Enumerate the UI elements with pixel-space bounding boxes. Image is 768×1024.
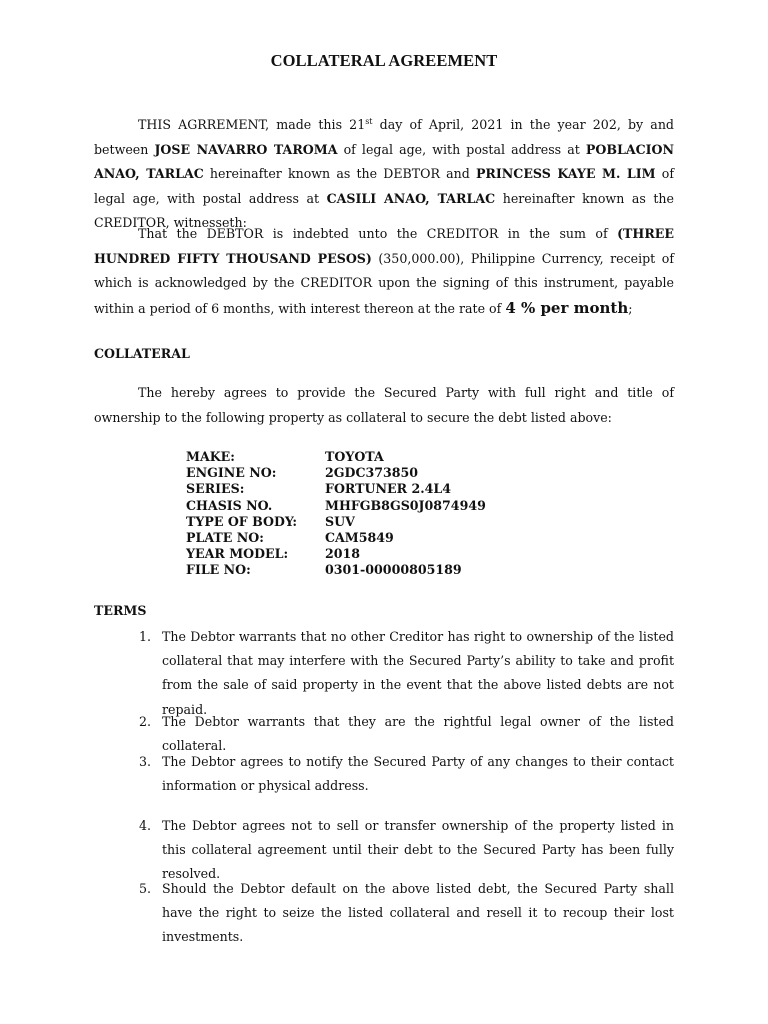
term-item: [139, 877, 674, 950]
intro-text-5: of legal age, with postal address at: [94, 166, 675, 206]
intro-text-4: hereinafter known as the DEBTOR and: [203, 166, 476, 181]
debt-text-2: (350,000.00), Philippine Currency, receipt of which is acknowledged by the CREDITOR upon the signing of this instrument, payable within a period of 6 months, with interest thereon at the rate of: [94, 250, 674, 316]
collateral-key: PLATE NO:: [186, 530, 264, 546]
term-text: The Debtor warrants that no other Creditor has right to ownership of the listed collateral that may interfere with the Secured Party’s ability to take and profit from the sale of said property in the event that the above listed debts are not repaid.: [162, 629, 674, 717]
amount-in-words: (THREE HUNDRED FIFTY THOUSAND PESOS): [94, 226, 674, 266]
collateral-value: MHFGB8GS0J0874949: [325, 497, 486, 513]
collateral-row: [186, 449, 486, 465]
collateral-value: TOYOTA: [325, 449, 384, 464]
term-number: 5.: [139, 881, 152, 896]
collateral-value: 2018: [325, 546, 361, 562]
debtor-address: POBLACION ANAO, TARLAC: [94, 141, 674, 181]
intro-text-1: THIS AGRREMENT, made this 21: [138, 117, 366, 132]
collateral-key: TYPE OF BODY:: [186, 513, 297, 529]
term-text: The Debtor warrants that they are the rightful legal owner of the listed collateral.: [162, 714, 674, 754]
term-number: 2.: [139, 714, 152, 729]
collateral-key: MAKE:: [186, 449, 235, 464]
creditor-address: CASILI ANAO, TARLAC: [326, 190, 496, 206]
term-item: [139, 625, 674, 722]
intro-text-6: hereinafter known as the CREDITOR, witnesseth:: [94, 190, 674, 230]
term-number: 4.: [139, 818, 152, 833]
collateral-value: 2GDC373850: [325, 465, 419, 481]
creditor-name: PRINCESS KAYE M. LIM: [475, 166, 656, 181]
debt-text-1: That the DEBTOR is indebted unto the CREDITOR in the sum of: [138, 226, 618, 241]
collateral-value: 0301-00000805189: [325, 562, 462, 578]
term-text: Should the Debtor default on the above listed debt, the Secured Party shall have the right to seize the listed collateral and resell it to recoup their lost investments.: [162, 881, 674, 945]
terms-heading: TERMS: [94, 603, 147, 618]
term-item: [139, 814, 674, 887]
debt-text-3: ;: [628, 300, 633, 316]
term-text: The Debtor agrees to notify the Secured Party of any changes to their contact information or physical address.: [162, 754, 674, 794]
debtor-name: JOSE NAVARRO TAROMA: [154, 141, 338, 157]
collateral-intro: The hereby agrees to provide the Secured Party with full right and title of ownership to the following property as collateral to secure the debt listed above:: [94, 385, 674, 425]
collateral-value: FORTUNER 2.4L4: [325, 481, 451, 497]
collateral-row: [186, 465, 486, 481]
term-text: The Debtor agrees not to sell or transfer ownership of the property listed in this collateral agreement until their debt to the Secured Party has been fully resolved.: [162, 818, 674, 882]
collateral-row: [186, 546, 486, 562]
document-title: COLLATERAL AGREEMENT: [270, 51, 498, 70]
term-number: 3.: [139, 754, 152, 769]
collateral-row: [186, 530, 486, 546]
intro-paragraph: [94, 113, 674, 236]
day-suffix: st: [365, 116, 373, 126]
interest-rate: 4 % per month: [505, 298, 629, 317]
collateral-key: SERIES:: [186, 481, 245, 497]
collateral-details: [186, 449, 486, 579]
collateral-row: [186, 481, 486, 497]
intro-text-2: day of April, 2021 in the year 202, by and between: [94, 117, 674, 157]
debt-paragraph: [94, 222, 674, 321]
collateral-heading: COLLATERAL: [94, 346, 190, 361]
collateral-value: SUV: [325, 513, 355, 529]
collateral-value: CAM5849: [325, 530, 394, 546]
collateral-key: FILE NO:: [186, 562, 251, 578]
collateral-key: ENGINE NO:: [186, 465, 277, 481]
term-number: 1.: [139, 629, 152, 644]
collateral-key: YEAR MODEL:: [186, 546, 289, 562]
collateral-row: [186, 498, 486, 514]
collateral-row: [186, 562, 486, 578]
collateral-key: CHASIS NO.: [186, 497, 273, 513]
intro-text-3: of legal age, with postal address at: [337, 141, 586, 157]
term-item: [139, 750, 674, 798]
collateral-row: [186, 514, 486, 530]
